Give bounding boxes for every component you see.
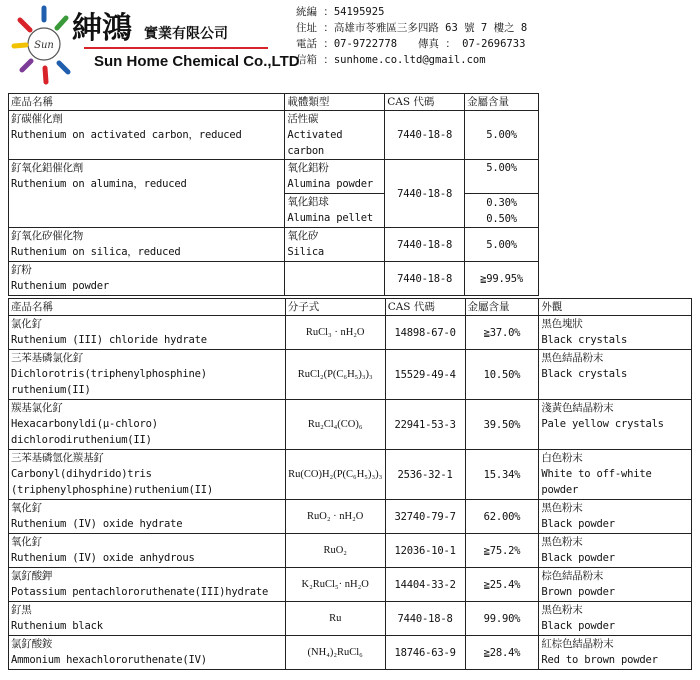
carrier-cell: 氧化鋁粉 Alumina powder <box>285 160 385 194</box>
table-row <box>9 400 692 450</box>
table-header-row <box>9 94 539 111</box>
product-name-cell: 氯釕酸鉀 Potassium pentachlororuthenate(III)hydrate <box>9 568 286 602</box>
header-metal-content: 金屬含量 <box>465 94 539 111</box>
table-header-row <box>9 299 692 316</box>
cas-cell: 18746-63-9 <box>385 636 465 670</box>
carrier-cell <box>285 262 385 296</box>
svg-text:Sun Home Chemical Co.,LTD: Sun Home Chemical Co.,LTD <box>94 53 300 70</box>
contact-info <box>296 4 527 68</box>
appearance-cell: 黑色結晶粉末 Black crystals <box>539 350 692 400</box>
contact-phone-fax: 電話 ：07-9722778 傳真 ： 07-2696733 <box>296 38 526 50</box>
table-row <box>9 602 692 636</box>
cas-cell: 7440-18-8 <box>385 262 465 296</box>
metal-cell: 39.50% <box>465 400 539 450</box>
appearance-cell: 紅棕色結晶粉末 Red to brown powder <box>539 636 692 670</box>
formula-cell: Ru <box>285 602 385 636</box>
header-product-name: 產品名稱 <box>9 94 285 111</box>
contact-email: 信箱 ：sunhome.co.ltd@gmail.com <box>296 54 486 66</box>
cas-cell: 7440-18-8 <box>385 228 465 262</box>
product-name-cell: 三苯基磷氫化羰基釕 Carbonyl(dihydrido)tris (triphenylphosphine)ruthenium(II) <box>9 450 286 500</box>
header-product-name: 產品名稱 <box>9 299 286 316</box>
svg-text:Sun: Sun <box>34 40 54 51</box>
header-cas: CAS 代碼 <box>385 299 465 316</box>
cas-cell: 7440-18-8 <box>385 602 465 636</box>
formula-cell: RuO₂ · nH₂O <box>285 500 385 534</box>
header-formula: 分子式 <box>285 299 385 316</box>
formula-cell: Ru₂Cl₄(CO)₆ <box>285 400 385 450</box>
header-metal-content: 金屬含量 <box>465 299 539 316</box>
table-row <box>9 262 539 296</box>
table-row <box>9 316 692 350</box>
table-row <box>9 500 692 534</box>
product-name-cell: 氧化釕 Ruthenium (IV) oxide anhydrous <box>9 534 286 568</box>
product-name-cell: 氯釕酸銨 Ammonium hexachlororuthenate(IV) <box>9 636 286 670</box>
product-name-cell: 氧化釕 Ruthenium (IV) oxide hydrate <box>9 500 286 534</box>
cas-cell: 14404-33-2 <box>385 568 465 602</box>
table-row <box>9 350 692 400</box>
contact-tax-id: 統編 ：54195925 <box>296 6 385 18</box>
cas-cell: 7440-18-8 <box>385 160 465 228</box>
compound-table <box>8 298 692 670</box>
compound-table-body <box>9 316 692 670</box>
letterhead <box>0 0 700 92</box>
svg-text:實業有限公司: 實業有限公司 <box>144 26 228 42</box>
product-name-cell: 釕氧化矽催化物 Ruthenium on silica，reduced <box>9 228 285 262</box>
formula-cell: Ru(CO)H₂(P(C₆H₅)₃)₃ <box>285 450 385 500</box>
appearance-cell: 黑色塊狀 Black crystals <box>539 316 692 350</box>
metal-cell: 0.30% 0.50% <box>465 194 539 228</box>
table-row <box>9 450 692 500</box>
product-name-cell: 三苯基磷氯化釕 Dichlorotris(triphenylphosphine) ruthenium(II) <box>9 350 286 400</box>
metal-cell: ≧75.2% <box>465 534 539 568</box>
metal-cell: ≧37.0% <box>465 316 539 350</box>
metal-cell: 5.00% <box>465 160 539 194</box>
appearance-cell: 白色粉末 White to off-white powder <box>539 450 692 500</box>
table-row <box>9 228 539 262</box>
metal-cell: 99.90% <box>465 602 539 636</box>
formula-cell: RuCl₂(P(C₆H₅)₃)₃ <box>285 350 385 400</box>
contact-address: 住址 ：高雄市苓雅區三多四路 63 號 7 樓之 8 <box>296 22 528 34</box>
formula-cell: K₂RuCl₅· nH₂O <box>285 568 385 602</box>
header-carrier-type: 載體類型 <box>285 94 385 111</box>
metal-cell: ≧99.95% <box>465 262 539 296</box>
cas-cell: 22941-53-3 <box>385 400 465 450</box>
catalyst-table <box>8 93 539 296</box>
product-name-cell: 釕黑 Ruthenium black <box>9 602 286 636</box>
carrier-cell: 氧化矽 Silica <box>285 228 385 262</box>
formula-cell: (NH₄)₂RuCl₆ <box>285 636 385 670</box>
cas-cell: 2536-32-1 <box>385 450 465 500</box>
formula-cell: RuCl₃ · nH₂O <box>285 316 385 350</box>
appearance-cell: 黑色粉末 Black powder <box>539 500 692 534</box>
header-cas: CAS 代碼 <box>385 94 465 111</box>
metal-cell: ≧25.4% <box>465 568 539 602</box>
table-row <box>9 568 692 602</box>
metal-cell: ≧28.4% <box>465 636 539 670</box>
product-name-cell: 釕碳催化劑 Ruthenium on activated carbon，reduced <box>9 111 285 160</box>
formula-cell: RuO₂ <box>285 534 385 568</box>
table-row <box>9 636 692 670</box>
appearance-cell: 黑色粉末 Black powder <box>539 602 692 636</box>
table-row <box>9 534 692 568</box>
appearance-cell: 淺黃色結晶粉末 Pale yellow crystals <box>539 400 692 450</box>
cas-cell: 14898-67-0 <box>385 316 465 350</box>
product-name-cell: 釕粉 Ruthenium powder <box>9 262 285 296</box>
metal-cell: 62.00% <box>465 500 539 534</box>
carrier-cell: 氧化鋁球 Alumina pellet <box>285 194 385 228</box>
cas-cell: 32740-79-7 <box>385 500 465 534</box>
cas-cell: 7440-18-8 <box>385 111 465 160</box>
metal-cell: 15.34% <box>465 450 539 500</box>
metal-cell: 5.00% <box>465 111 539 160</box>
header-appearance: 外觀 <box>539 299 692 316</box>
cas-cell: 12036-10-1 <box>385 534 465 568</box>
table-row <box>9 160 539 194</box>
metal-cell: 5.00% <box>465 228 539 262</box>
appearance-cell: 棕色結晶粉末 Brown powder <box>539 568 692 602</box>
appearance-cell: 黑色粉末 Black powder <box>539 534 692 568</box>
product-name-cell: 釕氧化鋁催化劑 Ruthenium on alumina，reduced <box>9 160 285 228</box>
metal-cell: 10.50% <box>465 350 539 400</box>
carrier-cell: 活性碳 Activated carbon <box>285 111 385 160</box>
cas-cell: 15529-49-4 <box>385 350 465 400</box>
company-logo <box>6 2 300 88</box>
svg-text:紳鴻: 紳鴻 <box>72 11 132 46</box>
product-name-cell: 氯化釕 Ruthenium (III) chloride hydrate <box>9 316 286 350</box>
product-name-cell: 羰基氯化釕 Hexacarbonyldi(μ-chloro) dichlorodiruthenium(II) <box>9 400 286 450</box>
table-row <box>9 111 539 160</box>
